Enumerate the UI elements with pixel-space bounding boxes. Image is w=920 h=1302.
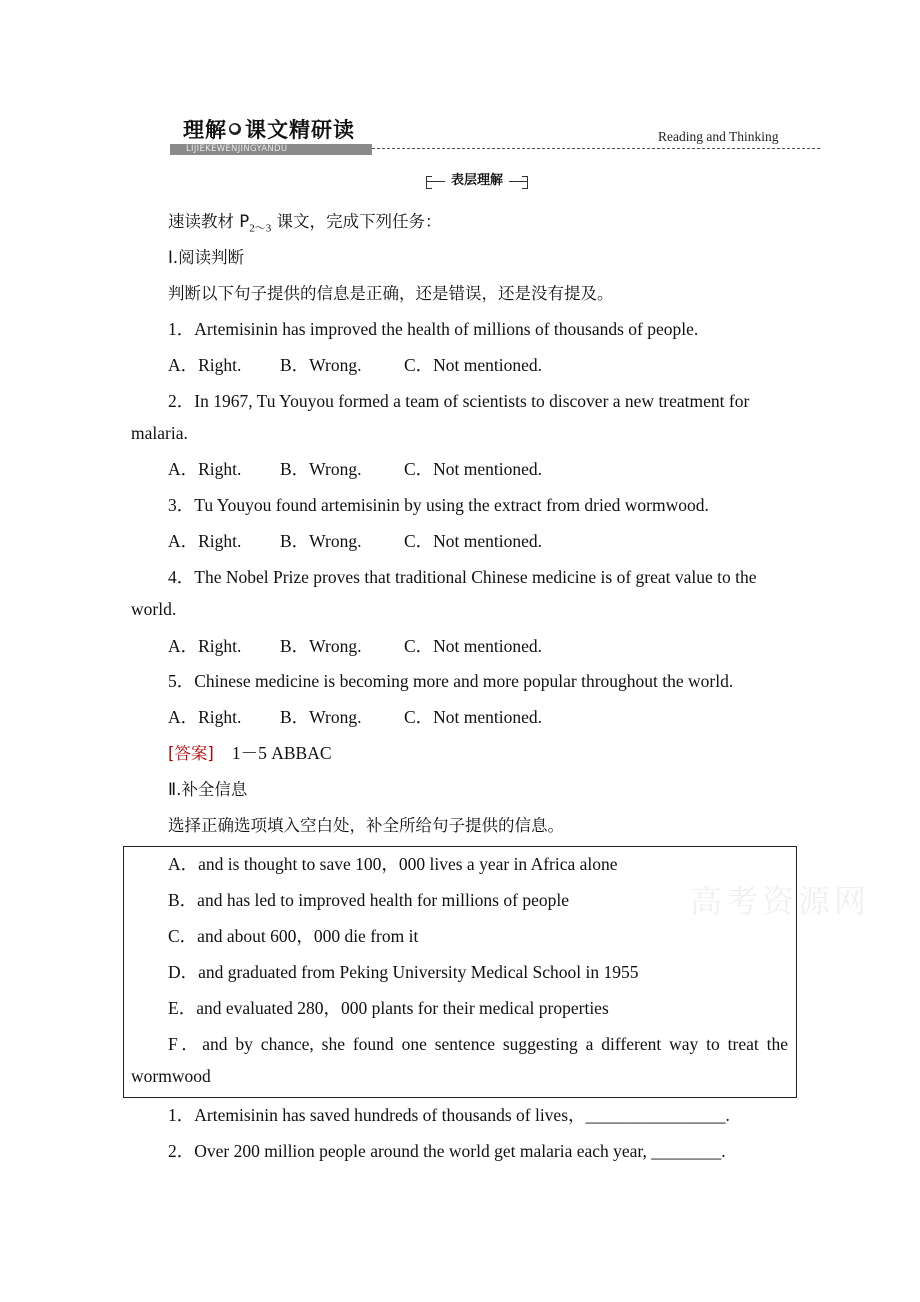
intro-prefix: 速读教材 P [168, 212, 250, 231]
q1-options [168, 352, 542, 377]
q3-options [168, 528, 542, 553]
header-title-sub: 课文精研读 [245, 118, 355, 142]
q4-option-b: B．Wrong. [280, 636, 362, 656]
fill-q2: 2．Over 200 million people around the world get malaria each year, ________. [168, 1141, 726, 1161]
part1-instruction: 判断以下句子提供的信息是正确，还是错误，还是没有提及。 [168, 284, 614, 303]
q5-options [168, 704, 542, 729]
q4-option-c: C．Not mentioned. [404, 636, 543, 656]
q5-option-c: C．Not mentioned. [404, 707, 543, 727]
q5-option-b: B．Wrong. [280, 707, 362, 727]
q5-option-a: A．Right. [168, 707, 242, 727]
box-option-e: E．and evaluated 280，000 plants for their medical properties [168, 998, 609, 1018]
q2-text-cont: malaria. [131, 423, 188, 443]
header-title-main: 理解 [183, 118, 227, 142]
q3-text: 3．Tu Youyou found artemisinin by using the extract from dried wormwood. [168, 495, 709, 515]
box-option-f-cont: wormwood [131, 1066, 211, 1086]
watermark: 高考资源网 [690, 882, 871, 920]
intro-sub: 2～3 [249, 222, 272, 235]
section-label [426, 172, 528, 190]
bracket-left-icon [426, 176, 432, 189]
q1-text: 1．Artemisinin has improved the health of millions of thousands of people. [168, 319, 699, 339]
answer-text: 1－5 ABBAC [231, 743, 332, 763]
q1-option-b: B．Wrong. [280, 355, 362, 375]
q4-text-cont: world. [131, 599, 177, 619]
intro-line [168, 208, 441, 235]
q2-options [168, 456, 542, 481]
header-divider [372, 148, 820, 149]
fill-q1: 1．Artemisinin has saved hundreds of thousands of lives，________________. [168, 1105, 730, 1125]
q3-option-b: B．Wrong. [280, 531, 362, 551]
box-option-a: A．and is thought to save 100，000 lives a year in Africa alone [168, 854, 618, 874]
box-option-b: B．and has led to improved health for millions of people [168, 890, 569, 910]
q4-text: 4．The Nobel Prize proves that traditional Chinese medicine is of great value to the [168, 567, 757, 587]
header-title [183, 114, 355, 144]
q2-option-a: A．Right. [168, 459, 242, 479]
answer-line [168, 740, 332, 765]
part2-instruction: 选择正确选项填入空白处，补全所给句子提供的信息。 [168, 816, 564, 835]
part2-heading: Ⅱ.补全信息 [168, 780, 248, 799]
q4-options [168, 633, 542, 658]
q1-option-a: A．Right. [168, 355, 242, 375]
part1-heading: Ⅰ.阅读判断 [168, 248, 245, 267]
q3-option-a: A．Right. [168, 531, 242, 551]
header-dot-icon: ● [230, 123, 240, 134]
q5-text: 5．Chinese medicine is becoming more and more popular throughout the world. [168, 671, 734, 691]
q2-option-c: C．Not mentioned. [404, 459, 543, 479]
header-right-label: Reading and Thinking [658, 129, 779, 144]
box-option-c: C．and about 600，000 die from it [168, 926, 419, 946]
q4-option-a: A．Right. [168, 636, 242, 656]
bracket-right-icon [522, 176, 528, 189]
q2-text: 2．In 1967, Tu Youyou formed a team of scientists to discover a new treatment for [168, 391, 750, 411]
q1-option-c: C．Not mentioned. [404, 355, 543, 375]
box-option-d: D．and graduated from Peking University Medical School in 1955 [168, 962, 639, 982]
box-option-f: F．and by chance, she found one sentence suggesting a different way to treat the [168, 1034, 788, 1054]
q3-option-c: C．Not mentioned. [404, 531, 543, 551]
answer-label: [答案] [168, 744, 214, 763]
q2-option-b: B．Wrong. [280, 459, 362, 479]
section-label-text: 表层理解 [445, 173, 509, 188]
intro-suffix: 课文，完成下列任务： [271, 212, 442, 231]
header-pinyin-strip: LIJIEKEWENJINGYANDU [170, 144, 372, 155]
